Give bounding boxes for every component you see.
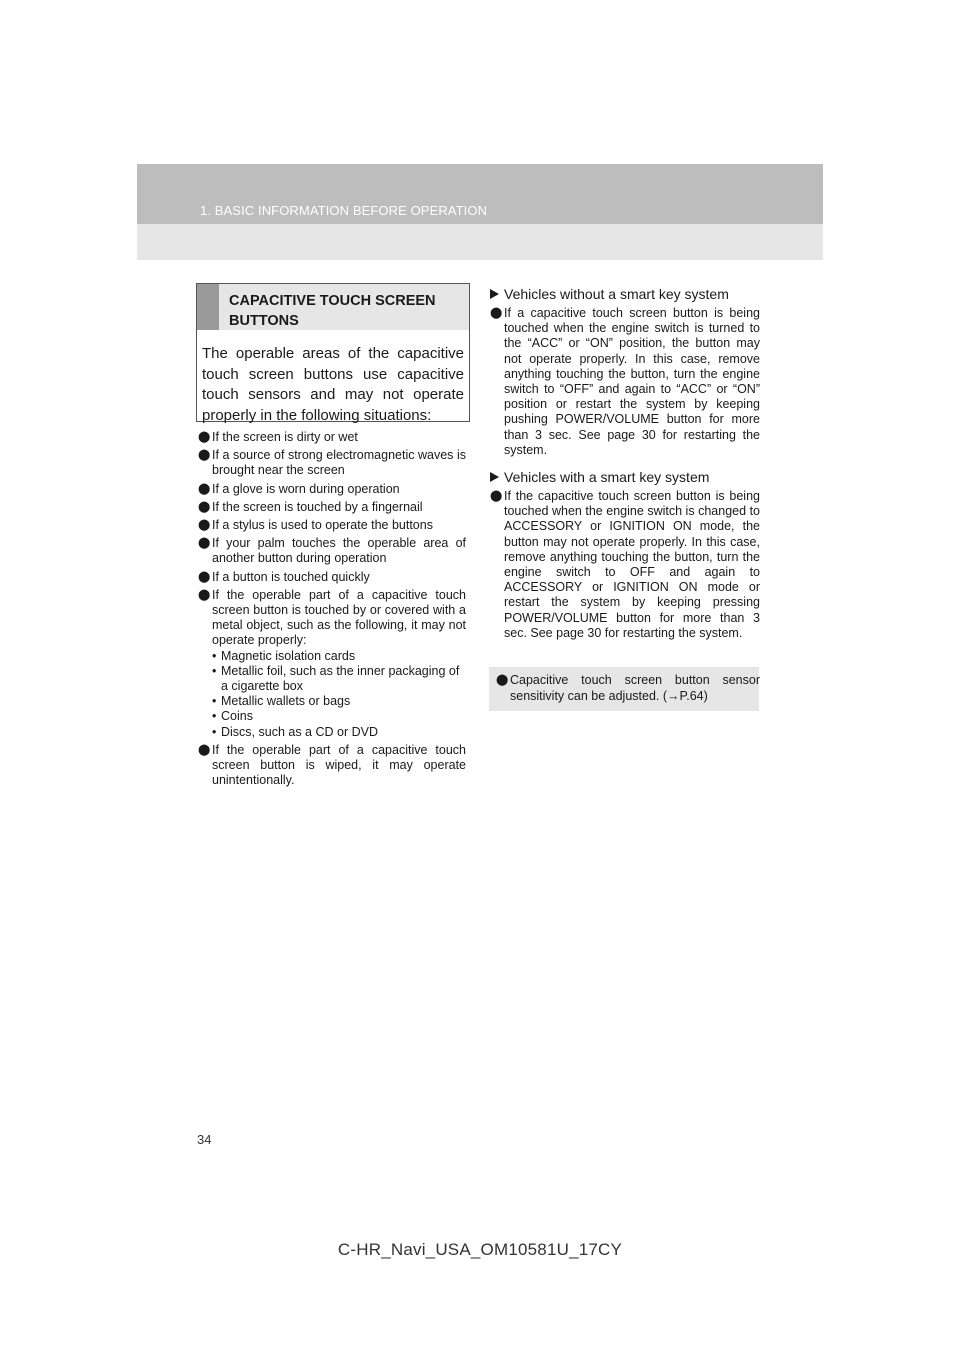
list-item: ⬤ If the screen is touched by a fingernail [198, 499, 423, 514]
sub-list-item: • Coins [212, 709, 466, 724]
bullet-icon: ⬤ [490, 307, 503, 319]
section-marker [197, 284, 219, 330]
document-code: C-HR_Navi_USA_OM10581U_17CY [337, 1240, 623, 1259]
bullet-icon: ⬤ [198, 482, 211, 495]
list-item: ⬤ If a glove is worn during operation [198, 481, 400, 496]
section-intro: The operable areas of the capacitive touch screen buttons use capacitive touch sensors and may not operate properly in the following situations: [202, 345, 464, 424]
bullet-icon: ⬤ [198, 519, 211, 532]
section-header [197, 284, 469, 330]
list-item: ⬤ If the screen is dirty or wet [198, 430, 358, 444]
list-item: ⬤ If the operable part of a capacitive touch screen button is wiped, it may operate unintentionally. [198, 742, 466, 788]
note-box [489, 667, 759, 711]
list-item: ⬤ If a source of strong electromagnetic waves is brought near the screen [198, 448, 466, 478]
bullet-icon: ⬤ [496, 674, 509, 686]
list-item: ⬤ If a capacitive touch screen button is being touched when the engine switch is turned to the “ACC” or “ON” position, the button may not operate properly. In this case, remove anything touching the button, turn the engine switch to “OFF” and again to “ACC” or “ON” position or restart the system by keeping pushing POWER/VOLUME button for more than 3 sec. See page 30 for restarting the system. [490, 306, 760, 457]
triangle-icon [490, 472, 499, 482]
subheading-without-smart-key: Vehicles without a smart key system [490, 285, 760, 303]
bullet-icon: ⬤ [198, 570, 211, 583]
bullet-icon: ⬤ [198, 449, 211, 462]
bullet-icon: ⬤ [198, 588, 211, 601]
bullet-icon: ⬤ [198, 537, 211, 550]
list-item: ⬤ If your palm touches the operable area of another button during operation [198, 536, 466, 566]
chapter-title: 1. BASIC INFORMATION BEFORE OPERATION [200, 203, 488, 218]
page-header [137, 164, 823, 260]
bullet-icon: ⬤ [198, 743, 211, 756]
list-item: ⬤ If the operable part of a capacitive touch screen button is touched by or covered with a metal object, such as the following, it may not operate properly: • Magnetic isolation cards • Metallic foil, such as the inner packaging of a cigarette box • Metallic wallets or bags • Coins • Discs, such as a CD or DVD [198, 588, 466, 740]
sub-list-item: • Discs, such as a CD or DVD [212, 725, 466, 740]
list-item: ⬤ If a stylus is used to operate the buttons [198, 518, 433, 533]
subheading-with-smart-key: Vehicles with a smart key system [490, 468, 760, 486]
list-item: ⬤ If a button is touched quickly [198, 569, 370, 584]
section-title: CAPACITIVE TOUCH SCREEN BUTTONS [229, 293, 436, 329]
page-number: 34 [197, 1132, 212, 1147]
right-column [490, 285, 760, 641]
bullet-icon: ⬤ [198, 431, 211, 443]
bullet-icon: ⬤ [490, 490, 503, 503]
sub-list-item: • Metallic wallets or bags [212, 694, 466, 709]
sub-list-item: • Metallic foil, such as the inner packaging of a cigarette box [212, 664, 466, 694]
sub-list-item: • Magnetic isolation cards [212, 649, 466, 664]
metal-object-list [212, 649, 466, 740]
bullet-icon: ⬤ [198, 500, 211, 513]
list-item: ⬤ If the capacitive touch screen button is being touched when the engine switch is changed to ACCESSORY or IGNITION ON mode, the button may not operate properly. In this case, remove anything touching the button, turn the engine switch to OFF and again to ACCESSORY or IGNITION ON mode or restart the system by keeping pressing POWER/VOLUME button for more than 3 sec. See page 30 for restarting the system. [490, 489, 760, 640]
header-band [137, 164, 823, 224]
triangle-icon [490, 289, 499, 299]
left-column [198, 427, 466, 788]
section-box [196, 283, 470, 422]
note-item: ⬤ Capacitive touch screen button sensor sensitivity can be adjusted. (→P.64) [496, 673, 760, 703]
